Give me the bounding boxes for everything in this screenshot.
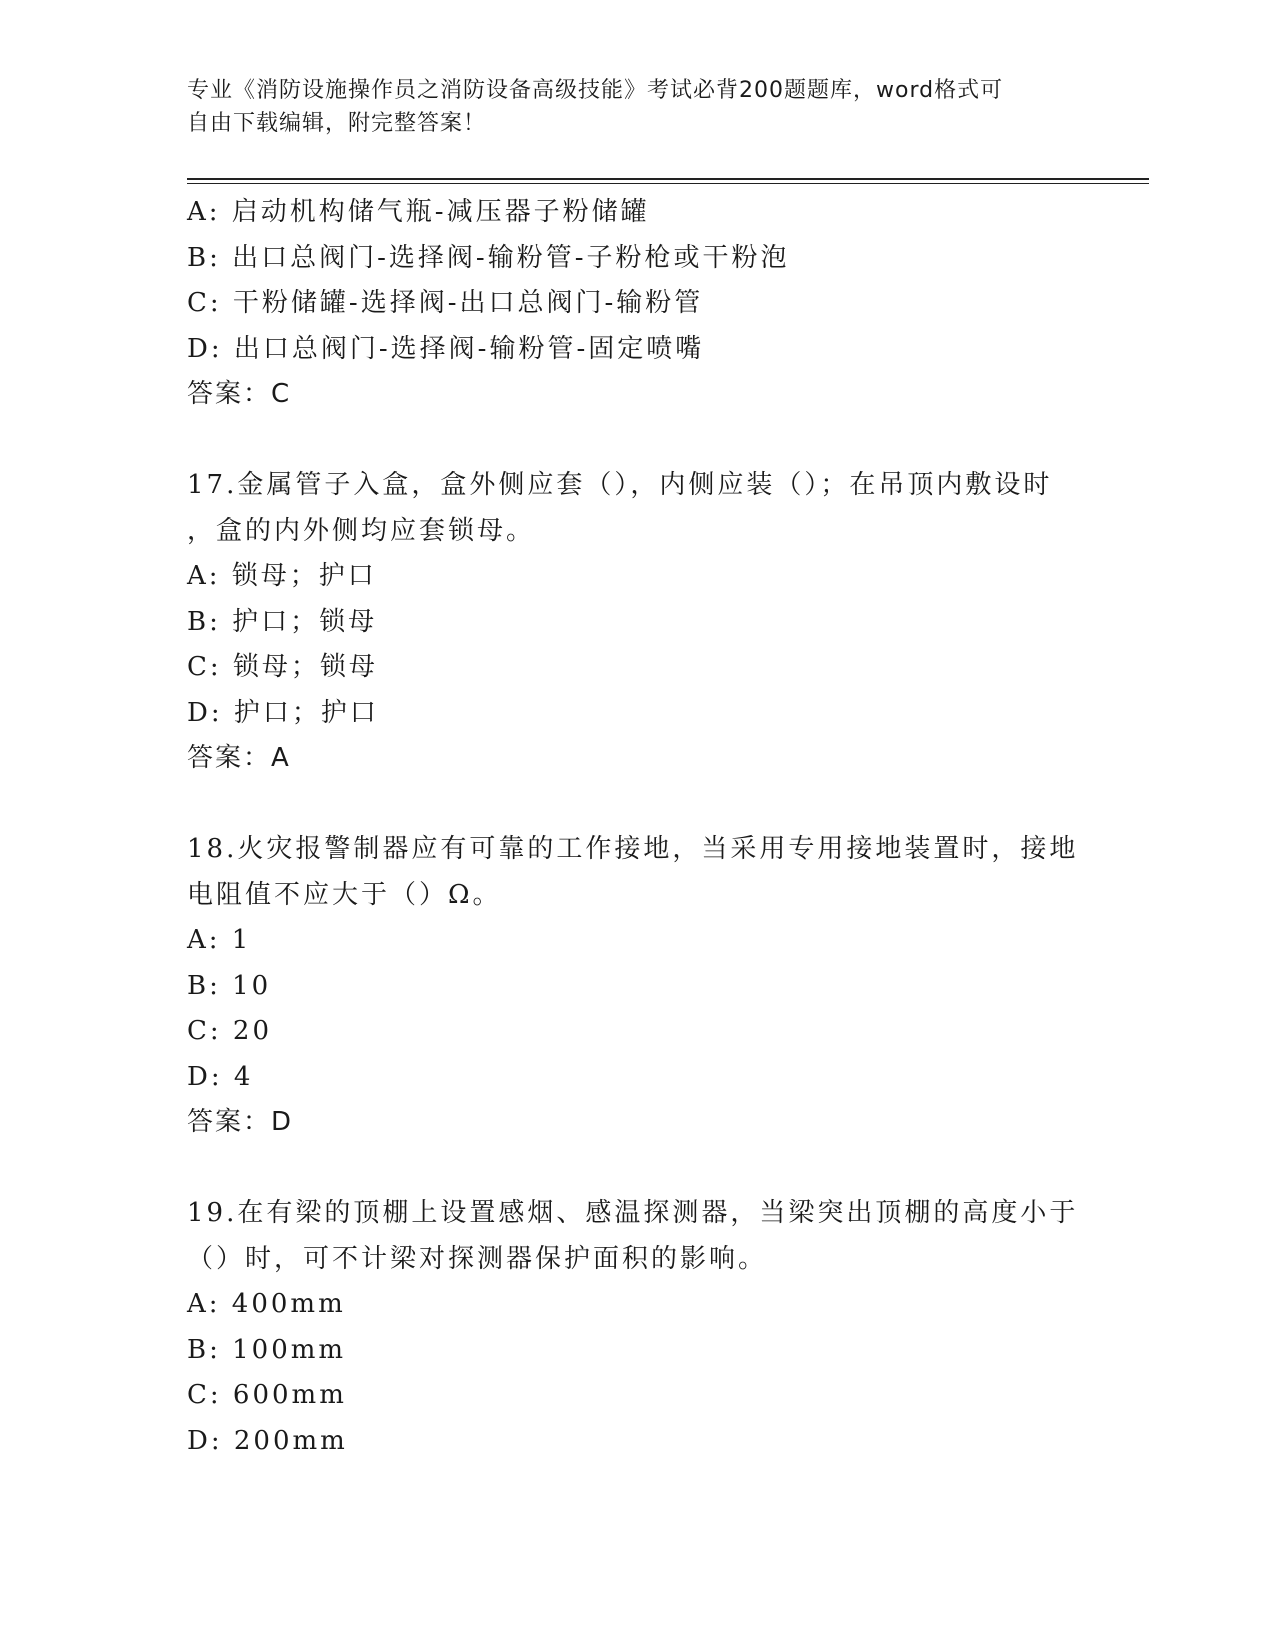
option-b: B: 10 <box>187 970 272 1001</box>
question-stem-line-2: （）时，可不计梁对探测器保护面积的影响。 <box>187 1243 768 1274</box>
option-a: A: 400mm <box>187 1289 346 1319</box>
question-stem-line-2: 电阻值不应大于（）Ω。 <box>187 879 502 910</box>
option-c: C: 干粉储罐-选择阀-出口总阀门-输粉管 <box>187 288 704 318</box>
question-stem-line-2: ，盒的内外侧均应套锁母。 <box>187 515 536 546</box>
question-18 <box>187 827 1087 1146</box>
header-divider-thin <box>187 183 1149 184</box>
answer-line: 答案：C <box>187 379 292 409</box>
option-d: D: 出口总阀门-选择阀-输粉管-固定喷嘴 <box>187 333 705 364</box>
option-a: A: 1 <box>187 925 252 955</box>
question-list <box>187 190 1087 1464</box>
spacer <box>187 418 1087 464</box>
option-a: A: 启动机构储气瓶-减压器子粉储罐 <box>187 197 650 227</box>
question-17 <box>187 463 1087 782</box>
question-stem-line-1: 17.金属管子入盒，盒外侧应套（），内侧应装（）；在吊顶内敷设时 <box>187 470 1053 500</box>
option-b: B: 出口总阀门-选择阀-输粉管-子粉枪或干粉泡 <box>187 242 790 273</box>
option-d: D: 200mm <box>187 1425 348 1456</box>
question-16 <box>187 190 1087 418</box>
question-stem-line-1: 19.在有梁的顶棚上设置感烟、感温探测器，当梁突出顶棚的高度小于 <box>187 1198 1079 1228</box>
header-line-1: 专业《消防设施操作员之消防设备高级技能》考试必背200题题库，word格式可 <box>187 78 1004 103</box>
option-c: C: 20 <box>187 1016 273 1046</box>
option-c: C: 600mm <box>187 1380 347 1410</box>
header-divider-thick <box>187 178 1149 180</box>
spacer <box>187 782 1087 828</box>
option-d: D: 护口；护口 <box>187 697 379 728</box>
option-c: C: 锁母；锁母 <box>187 652 378 682</box>
answer-line: 答案：A <box>187 743 291 773</box>
spacer <box>187 1146 1087 1192</box>
option-a: A: 锁母；护口 <box>187 561 377 591</box>
question-stem-line-1: 18.火灾报警制器应有可靠的工作接地，当采用专用接地装置时，接地 <box>187 834 1079 864</box>
answer-line: 答案：D <box>187 1107 294 1137</box>
option-b: B: 100mm <box>187 1334 347 1365</box>
document-header <box>187 74 1067 140</box>
header-line-2: 自由下载编辑，附完整答案！ <box>187 111 487 136</box>
question-19 <box>187 1191 1087 1464</box>
option-b: B: 护口；锁母 <box>187 606 378 637</box>
option-d: D: 4 <box>187 1061 254 1092</box>
